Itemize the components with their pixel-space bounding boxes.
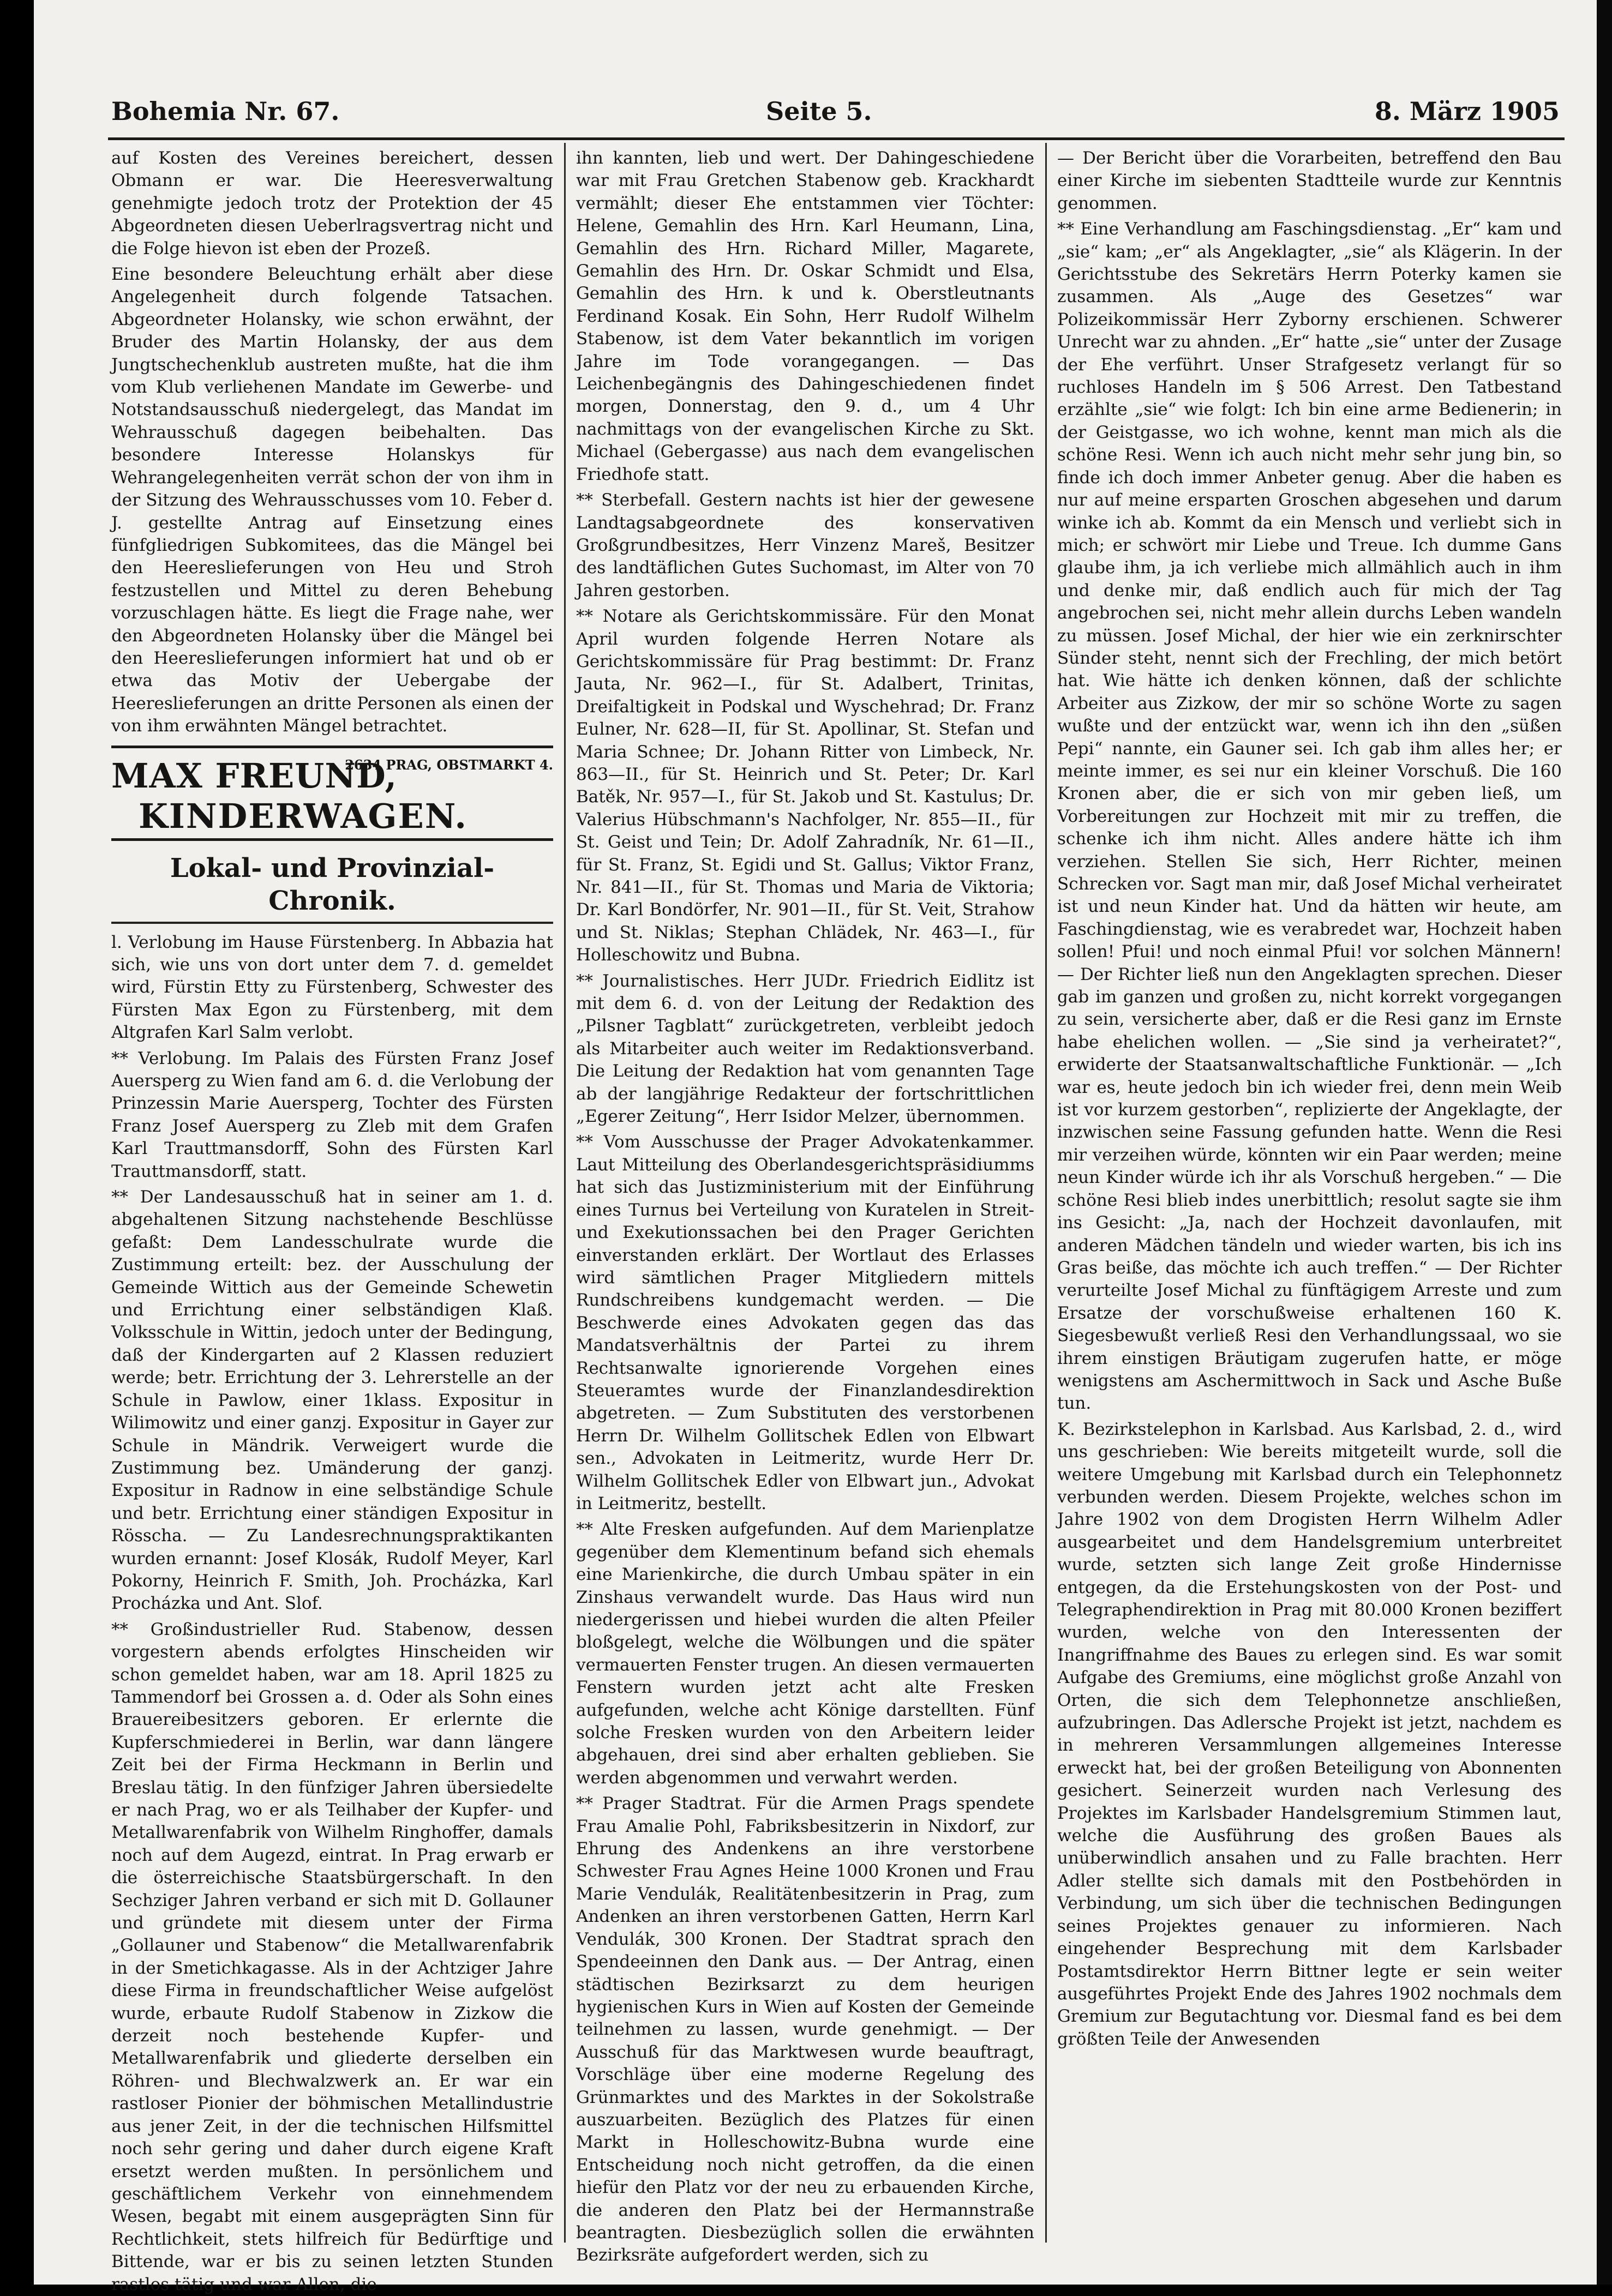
scan-edge [1597, 0, 1612, 2285]
ad-address: 2634 PRAG, OBSTMARKT 4. [345, 756, 553, 773]
running-head [111, 86, 1560, 136]
publication-label: Bohemia Nr. 67. [111, 97, 340, 126]
column-rule-1 [564, 143, 566, 2243]
column-3 [1057, 147, 1562, 2236]
page-number: Seite 5. [766, 97, 872, 126]
news-item: ** Eine Verhandlung am Faschingsdienstag. „Er“ kam und „sie“ kam; „er“ als Angeklagter, „sie“ als Klägerin. In der Gerichtsstube des Sekretärs Herrn Poterky kamen sie zusammen. Als „Auge des Gesetzes“ war Polizeikommissär Herr Zyborny erschienen. Schwerer Unrecht war zu ahnden. „Er“ hatte „sie“ unter der Zusage der Ehe verführt. Unser Strafgesetz verlangt für so ruchloses Handeln im § 506 Arrest. Den Tatbestand erzählte „sie“ wie folgt: Ich bin eine arme Bedienerin; in der Geistgasse, wo ich wohne, kennt man mich als die schöne Resi. Wenn ich auch nicht mehr sehr jung bin, so finde ich doch immer Anbeter genug. Aber die haben es nur auf meine ersparten Groschen abgesehen und darum winke ich ab. Kommt da ein Mensch und verliebt sich in mich; er schwört mir Liebe und Treue. Ich dumme Gans glaube ihm, ja ich verliebe mich allmählich auch in ihm und denke mir, daß endlich auch für mich der Tag angebrochen sei, nicht mehr allein durchs Leben wandeln zu müssen. Josef Michal, der hier wie ein zerknirschter Sünder steht, nennt sich der Frechling, der mich betört hat. Wie hätte ich denken können, daß der schlichte Arbeiter aus Zizkow, der mir so schöne Worte zu sagen wußte und der entzückt war, wenn ich ihn den „süßen Pepi“ nannte, ein Gauner sei. Ich gab ihm alles her; er meinte immer, es sei nur ein kleiner Vorschuß. Die 160 Kronen aber, die er sich von mir geben ließ, um Vorbereitungen zur Hochzeit mit mir zu treffen, die schenke ich ihm nicht. Alles andere hätte ich ihm verziehen. Stellen Sie sich, Herr Richter, meinen Schrecken vor. Sagt man mir, daß Josef Michal verheiratet ist und neun Kinder hat. Und da hätten wir heute, am Faschingdienstag, wie es verabredet war, Hochzeit haben sollen! Pfui! und noch einmal Pfui! vor solchen Männern! — Der Richter ließ nun den Angeklagten sprechen. Dieser gab im ganzen und großen zu, nicht korrekt vorgegangen zu sein, versicherte aber, daß er die Resi ganz im Ernste habe ehelichen wollen. — „Sie sind ja verheiratet?“, erwiderte der Staatsanwaltschaftliche Funktionär. — „Ich war es, heute jedoch bin ich wieder frei, denn mein Weib ist vor kurzem gestorben“, replizierte der Angeklagte, der inzwischen seine Fassung gefunden hatte. Wenn die Resi mir verzeihen würde, könnten wir ein Paar werden; meine neun Kinder würde ich ihr als Vorschuß hergeben.“ — Die schöne Resi blieb indes unerbittlich; resolut sagte sie ihm ins Gesicht: „Ja, nach der Hochzeit davonlaufen, mit anderen Mädchen tändeln und wieder warten, bis ich ins Gras beiße, das möchte ich auch treffen.“ — Der Richter verurteilte Josef Michal zu fünftägigem Arreste und zum Ersatze der vorschußweise erhaltenen 160 K. Siegesbewußt verließ Resi den Verhandlungssaal, wo sie ihrem einstigen Bräutigam zugerufen hatte, er möge wenigstens am Aschermittwoch in Sack und Asche Buße tun. [1057, 219, 1562, 1414]
advertisement [111, 746, 553, 841]
ad-product: KINDERWAGEN. [139, 796, 468, 836]
column-rule-2 [1045, 143, 1047, 2243]
issue-date: 8. März 1905 [1374, 97, 1560, 126]
news-item: ** Journalistisches. Herr JUDr. Friedrich Eidlitz ist mit dem 6. d. von der Leitung der Redaktion des „Pilsner Tagblatt“ zurückgetreten, verbleibt jedoch als Mitarbeiter auch weiter im Redaktionsverband. Die Leitung der Redaktion hat vom genannten Tage ab der langjährige Redakteur der fortschrittlichen „Egerer Zeitung“, Herr Isidor Melzer, übernommen. [576, 971, 1034, 1127]
news-item: ** Sterbefall. Gestern nachts ist hier der gewesene Landtagsabgeordnete des konservativen Großgrundbesitzes, Herr Vinzenz Mareš, Besitzer des landtäflichen Gutes Suchomast, im Alter von 70 Jahren gestorben. [576, 490, 1034, 600]
news-item: ** Vom Ausschusse der Prager Advokatenkammer. Laut Mitteilung des Oberlandesgerichtspräsidiumms hat sich das Justizministerium mit der Einführung eines Turnus bei Verteilung von Kuratelen in Streit- und Exekutionssachen bei den Prager Gerichten einverstanden erklärt. Der Wortlaut des Erlasses wird sämtlichen Prager Mitgliedern mittels Rundschreibens kundgemacht werden. — Die Beschwerde eines Advokaten gegen das das Mandatsverhältnis der Partei zu ihrem Rechtsanwalte ignorierende Vorgehen eines Steueramtes wurde der Finanzlandesdirektion abgetreten. — Zum Substituten des verstorbenen Herrn Dr. Wilhelm Gollitschek Edlen von Elbwart sen., Advokaten in Leitmeritz, wurde Herr Dr. Wilhelm Gollitschek Edler von Elbwart jun., Advokat in Leitmeritz, bestellt. [576, 1132, 1034, 1513]
news-item: ihn kannten, lieb und wert. Der Dahingeschiedene war mit Frau Gretchen Stabenow geb. Krackhardt vermählt; dieser Ehe entstammen vier Töchter: Helene, Gemahlin des Hrn. Karl Heumann, Lina, Gemahlin des Hrn. Richard Miller, Magarete, Gemahlin des Hrn. Dr. Oskar Schmidt und Elsa, Gemahlin des Hrn. k und k. Oberstleutnants Ferdinand Kosak. Ein Sohn, Herr Rudolf Wilhelm Stabenow, ist dem Vater bekanntlich im vorigen Jahre im Tode vorangegangen. — Das Leichenbegängnis des Dahingeschiedenen findet morgen, Donnerstag, den 9. d., um 4 Uhr nachmittags von der evangelischen Kirche zu Skt. Michael (Gebergasse) aus nach dem evangelischen Friedhofe statt. [576, 148, 1034, 484]
ad-company-name: MAX FREUND, [111, 755, 398, 796]
news-item: ** Alte Fresken aufgefunden. Auf dem Marienplatze gegenüber dem Klementinum befand sich ehemals eine Marienkirche, die durch Umbau später in ein Zinshaus verwandelt wurde. Das Haus wird nun niedergerissen und hiebei wurden die alten Pfeiler bloßgelegt, welche die Wölbungen und die später vermauerten Fenster trugen. An diesen vermauerten Fenstern wurden jetzt acht alte Fresken aufgefunden, welche acht Könige darstellten. Fünf solche Fresken wurden von den Arbeitern leider abgehauen, drei sind aber erhalten geblieben. Sie werden abgenommen und verwahrt werden. [576, 1519, 1034, 1788]
news-item: ** Der Landesausschuß hat in seiner am 1. d. abgehaltenen Sitzung nachstehende Beschlüsse gefaßt: Dem Landesschulrate wurde die Zustimmung erteilt: bez. der Ausschulung der Gemeinde Wittich aus der Gemeinde Schewetin und Errichtung einer selbständigen Klaß. Volksschule in Wittin, jedoch unter der Bedingung, daß der Kindergarten auf 2 Klassen reduziert werde; betr. Errichtung der 3. Lehrerstelle an der Schule in Pawlow, einer 1klass. Expositur in Wilimowitz und einer ganzj. Expositur in Gayer zur Schule in Mändrik. Verweigert wurde die Zustimmung bez. Umänderung der ganzj. Expositur in Radnow in eine selbständige Schule und betr. Errichtung einer ständigen Expositur in Rösscha. — Zu Landesrechnungspraktikanten wurden ernannt: Josef Klosák, Rudolf Meyer, Karl Pokorny, Heinrich F. Smith, Joh. Procházka, Karl Procházka und Ant. Slof. [111, 1187, 553, 1614]
newspaper-page [34, 0, 1612, 2294]
article-paragraph: Eine besondere Beleuchtung erhält aber diese Angelegenheit durch folgende Tatsachen. Abgeordneter Holansky, wie schon erwähnt, der Bruder des Martin Holansky, der aus dem Jungtschechenklub austreten mußte, hat die ihm vom Klub verliehenen Mandate im Gewerbe- und Notstandsausschuß niedergelegt, das Mandat im Wehrausschuß dagegen beibehalten. Das besondere Interesse Holanskys für Wehrangelegenheiten verrät schon der von ihm in der Sitzung des Wehrausschusses vom 10. Feber d. J. gestellte Antrag auf Einsetzung eines fünfgliedrigen Subkomitees, das die Mängel bei den Heereslieferungen von Heu und Stroh festzustellen und Mittel zu deren Behebung vorzuschlagen hätte. Es liegt die Frage nahe, wer den Abgeordneten Holansky über die Mängel bei den Heereslieferungen informiert hat und ob er etwa das Motiv der Uebergabe der Heereslieferungen an dritte Personen als einen der von ihm erwähnten Mängel betrachtet. [111, 265, 553, 736]
news-item: ** Verlobung. Im Palais des Fürsten Franz Josef Auersperg zu Wien fand am 6. d. die Verlobung der Prinzessin Marie Auersperg, Tochter des Fürsten Franz Josef Auersperg zu Zleb mit dem Grafen Karl Trauttmansdorff, Sohn des Fürsten Karl Trauttmansdorff, statt. [111, 1048, 553, 1181]
news-item: ** Großindustrieller Rud. Stabenow, dessen vorgestern abends erfolgtes Hinscheiden wir schon gemeldet haben, war am 18. April 1825 zu Tammendorf bei Grossen a. d. Oder als Sohn eines Brauereibesitzers geboren. Er erlernte die Kupferschmiederei in Berlin, war dann längere Zeit bei der Firma Heckmann in Berlin und Breslau tätig. In den fünfziger Jahren übersiedelte er nach Prag, wo er als Teilhaber der Kupfer- und Metallwarenfabrik von Wilhelm Ringhoffer, damals noch auf dem Augezd, eintrat. In Prag erwarb er die österreichische Staatsbürgerschaft. In den Sechziger Jahren verband er sich mit D. Gollauner und gründete mit diesem unter der Firma „Gollauner und Stabenow“ die Metallwarenfabrik in der Smetichkagasse. Als in der Achtziger Jahre diese Firma in freundschaftlicher Weise aufgelöst wurde, erbaute Rudolf Stabenow in Zizkow die derzeit noch bestehende Kupfer- und Metallwarenfabrik und gliederte derselben ein Röhren- und Blechwalzwerk an. Er war ein rastloser Pionier der böhmischen Metallindustrie aus jener Zeit, in der die technischen Hilfsmittel noch sehr gering und daher durch eigene Kraft ersetzt werden mußten. In persönlichem und geschäftlichem Verkehr von einnehmendem Wesen, begabt mit einem ausgeprägten Sinn für Rechtlichkeit, stets hilfreich für Bedürftige und Bittende, war er bis zu seinen letzten Stunden rastlos tätig und war Allen, die [111, 1619, 553, 2294]
section-title: Lokal- und Provinzial-Chronik. [111, 852, 553, 924]
column-1 [111, 147, 553, 2294]
article-paragraph: auf Kosten des Vereines bereichert, dessen Obmann er war. Die Heeresverwaltung genehmigte jedoch trotz der Protektion der 45 Abgeordneten diesen Ueberlragsvertrag nicht und die Folge hievon ist eben der Prozeß. [111, 148, 553, 259]
news-item: l. Verlobung im Hause Fürstenberg. In Abbazia hat sich, wie uns von dort unter dem 7. d. gemeldet wird, Fürstin Etty zu Fürstenberg, Schwester des Fürsten Max Egon zu Fürstenberg, mit dem Altgrafen Karl Salm verlobt. [111, 932, 553, 1043]
column-2 [576, 147, 1034, 2265]
news-item: ** Notare als Gerichtskommissäre. Für den Monat April wurden folgende Herren Notare als Gerichtskommissäre für Prag bestimmt: Dr. Franz Jauta, Nr. 962—I., für St. Adalbert, Trinitas, Dreifaltigkeit in Podskal und Wyschehrad; Dr. Franz Eulner, Nr. 628—II, für St. Apollinar, St. Stefan und Maria Schnee; Dr. Johann Ritter von Limbeck, Nr. 863—II., für St. Heinrich und St. Peter; Dr. Karl Batěk, Nr. 957—I., für St. Jakob und St. Kastulus; Dr. Valerius Hübschmann's Nachfolger, Nr. 855—II., für St. Geist und Tein; Dr. Adolf Zahradník, Nr. 61—II., für St. Franz, St. Egidi und St. Gallus; Viktor Franz, Nr. 841—II., für St. Thomas und Maria de Viktoria; Dr. Karl Bondörfer, Nr. 901—II., für St. Veit, Strahow und St. Niklas; Stephan Chlädek, Nr. 463—I., für Holleschowitz und Bubna. [576, 606, 1034, 965]
news-item: K. Bezirkstelephon in Karlsbad. Aus Karlsbad, 2. d., wird uns geschrieben: Wie bereits mitgeteilt wurde, soll die weitere Umgebung mit Karlsbad durch ein Telephonnetz verbunden werden. Diesem Projekte, welches schon im Jahre 1902 von dem Drogisten Herrn Wilhelm Adler ausgearbeitet und dem Handelsgremium unterbreitet wurde, setzten sich lange Zeit große Hindernisse entgegen, da die Erstehungskosten von der Post- und Telegraphendirektion in Prag mit 80.000 Kronen beziffert wurden, welche von den Interessenten der Inangriffnahme des Baues zu erlegen sind. Es war somit Aufgabe des Gremiums, eine möglichst große Anzahl von Orten, die sich dem Telephonnetze anschließen, aufzubringen. Das Adlersche Projekt ist jetzt, nachdem es in mehreren Versammlungen allgemeines Interesse erweckt hat, bei der großen Beteiligung von Abonnenten gesichert. Seinerzeit wurden nach Verlesung des Projektes im Karlsbader Handelsgremium Stimmen laut, welche die Ausführung des großen Baues als unüberwindlich ansahen und zu Falle brachten. Herr Adler stellte sich damals mit den Postbehörden in Verbindung, um sich über die technischen Bedingungen seines Projektes genauer zu informieren. Nach eingehender Besprechung mit dem Karlsbader Postamtsdirektor Herrn Bittner legte er sein weiter ausgeführtes Projekt Ende des Jahres 1902 nochmals dem Gremium zur Begutachtung vor. Diesmal fand es bei dem größten Teile der Anwesenden [1057, 1419, 1562, 2049]
news-item: — Der Bericht über die Vorarbeiten, betreffend den Bau einer Kirche im siebenten Stadtteile wurde zur Kenntnis genommen. [1057, 148, 1562, 213]
header-rule [108, 137, 1565, 140]
news-item: ** Prager Stadtrat. Für die Armen Prags spendete Frau Amalie Pohl, Fabriksbesitzerin in Nixdorf, zur Ehrung des Andenkens an ihre verstorbene Schwester Frau Agnes Heine 1000 Kronen und Frau Marie Vendulák, Realitätenbesitzerin in Prag, zum Andenken an ihren verstorbenen Gatten, Herrn Karl Vendulák, 300 Kronen. Der Stadtrat sprach den Spendeeinnen den Dank aus. — Der Antrag, einen städtischen Bezirksarzt zu dem heurigen hygienischen Kurs in Wien auf Kosten der Gemeinde teilnehmen zu lassen, wurde genehmigt. — Der Ausschuß für das Marktwesen wurde beauftragt, Vorschläge über eine moderne Regelung des Grünmarktes und des Marktes in der Sokolstraße auszuarbeiten. Bezüglich des Platzes für einen Markt in Holleschowitz-Bubna wurde eine Entscheidung noch nicht getroffen, da die einen hiefür den Platz vor der neu zu erbauenden Kirche, die anderen den Platz bei der Hermannstraße beantragten. Diesbezüglich sollen die erwähnten Bezirksräte aufgefordert werden, sich zu [576, 1794, 1034, 2265]
